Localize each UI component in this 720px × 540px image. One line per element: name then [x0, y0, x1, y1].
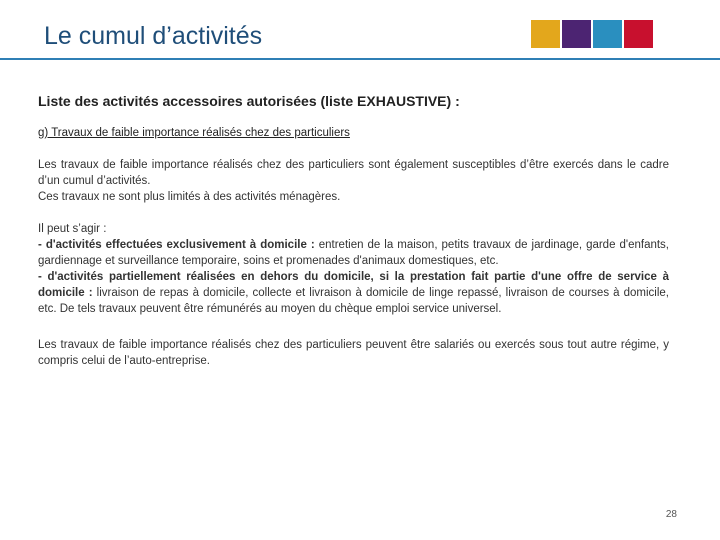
list-item-1-label: - d'activités effectuées exclusivement à domicile :	[38, 239, 315, 251]
slide-content	[38, 93, 669, 369]
paragraph-intro	[38, 157, 669, 205]
paragraph-intro-line-1: Les travaux de faible importance réalisés chez des particuliers sont également susceptibles d’être exercés dans le cadre d’un cumul d’activités.	[38, 159, 669, 187]
color-square-red	[624, 20, 653, 48]
slide-title: Le cumul d’activités	[44, 22, 263, 50]
list-intro: Il peut s’agir :	[38, 223, 107, 235]
list-item-2-label: - d'activités partiellement réalisées en dehors du domicile, si la prestation fait partie d'une offre de service à domicile :	[38, 271, 669, 299]
list-item-2-text: livraison de repas à domicile, collecte et livraison à domicile de linge repassé, livraison de courses à domicile, etc. De tels travaux peuvent être rémunérés au moyen du chèque emploi service universel.	[38, 287, 669, 315]
color-square-blue	[593, 20, 622, 48]
subsection-heading: g) Travaux de faible importance réalisés chez des particuliers	[38, 127, 350, 139]
page-number: 28	[665, 509, 677, 520]
color-square-purple	[562, 20, 591, 48]
section-heading: Liste des activités accessoires autorisées (liste EXHAUSTIVE) :	[38, 93, 460, 109]
brand-color-squares	[531, 20, 653, 48]
title-divider	[0, 58, 720, 60]
list-item-1-text: entretien de la maison, petits travaux de jardinage, garde d'enfants, gardiennage et surveillance temporaire, soins et promenades d'animaux domestiques, etc.	[38, 239, 669, 267]
paragraph-list	[38, 221, 669, 317]
color-square-yellow	[531, 20, 560, 48]
paragraph-closing: Les travaux de faible importance réalisés chez des particuliers peuvent être salariés ou exercés sous tout autre régime, y compris celui de l’auto-entreprise.	[38, 339, 669, 367]
paragraph-intro-line-2: Ces travaux ne sont plus limités à des activités ménagères.	[38, 191, 341, 203]
